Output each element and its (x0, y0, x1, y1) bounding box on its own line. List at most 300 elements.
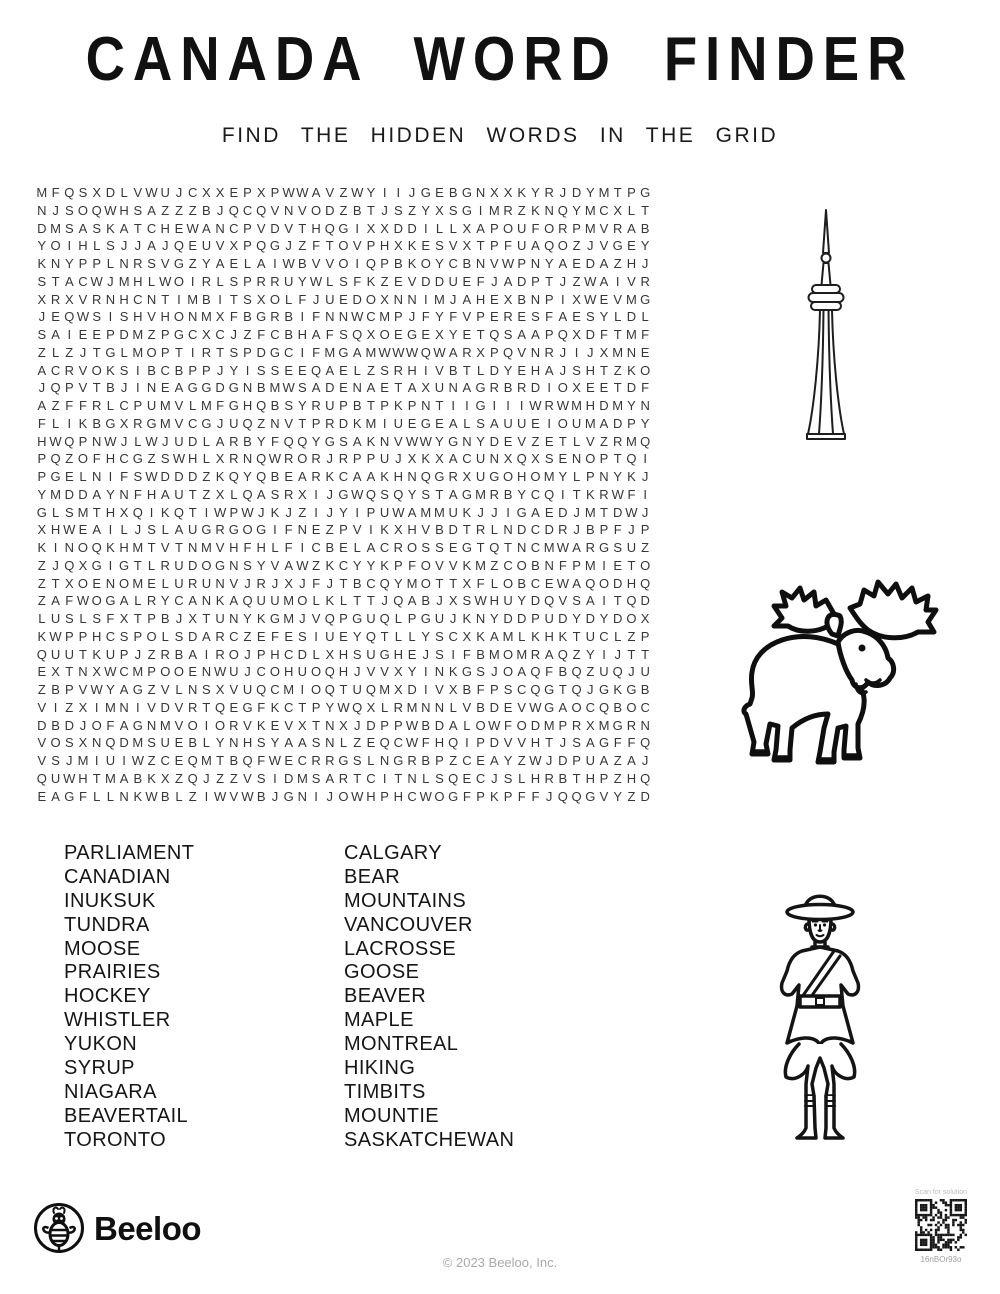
grid-letter: C (187, 415, 198, 431)
grid-letter: R (283, 486, 294, 502)
grid-letter: V (462, 699, 472, 715)
grid-letter: K (627, 362, 636, 378)
grid-letter: R (64, 362, 74, 378)
grid-letter: I (67, 327, 72, 342)
grid-letter: T (572, 486, 581, 502)
grid-letter: E (160, 380, 170, 396)
grid-letter: R (229, 717, 239, 733)
grid-letter: T (394, 770, 403, 786)
grid-letter: X (202, 327, 211, 342)
grid-letter: Q (640, 770, 651, 786)
grid-letter: W (145, 469, 158, 484)
grid-letter: Z (339, 202, 348, 218)
grid-letter: X (339, 717, 348, 733)
grid-letter: K (256, 717, 266, 733)
grid-letter: M (598, 185, 610, 200)
grid-letter: Q (530, 682, 541, 697)
grid-letter: S (435, 646, 444, 662)
grid-letter: H (119, 540, 129, 555)
grid-letter: R (50, 291, 61, 307)
grid-letter: V (503, 735, 513, 751)
grid-letter: Q (242, 593, 253, 609)
grid-letter: Y (613, 788, 623, 804)
grid-letter: Q (379, 611, 390, 626)
grid-letter: P (407, 398, 417, 413)
grid-letter: F (613, 735, 622, 751)
grid-letter: B (51, 682, 60, 697)
grid-letter: D (366, 717, 376, 733)
grid-letter: A (627, 753, 636, 768)
grid-letter: P (503, 788, 513, 804)
grid-letter: O (640, 362, 651, 378)
grid-letter: Z (613, 770, 622, 786)
grid-letter: C (215, 327, 225, 342)
grid-letter: N (599, 469, 609, 484)
grid-letter: W (282, 256, 295, 271)
grid-letter: X (613, 202, 623, 218)
grid-letter: S (613, 540, 623, 555)
grid-letter: J (216, 362, 224, 378)
grid-letter: P (133, 398, 143, 413)
word-list-item: LACROSSE (344, 937, 457, 960)
grid-letter: Y (407, 664, 417, 680)
grid-letter: P (476, 309, 485, 325)
grid-letter: L (271, 540, 279, 555)
grid-letter: T (572, 628, 581, 644)
grid-letter: I (314, 628, 318, 644)
grid-letter: T (462, 522, 471, 538)
grid-letter: N (503, 522, 513, 538)
grid-letter: W (556, 575, 569, 591)
grid-letter: V (298, 202, 307, 218)
grid-letter: T (353, 593, 362, 609)
grid-letter: P (147, 664, 156, 680)
grid-letter: L (106, 788, 115, 804)
grid-letter: P (352, 451, 362, 467)
grid-letter: L (147, 557, 156, 573)
grid-letter: Q (36, 770, 47, 786)
grid-letter: I (369, 522, 373, 538)
grid-letter: L (134, 593, 142, 609)
grid-letter: W (159, 273, 172, 289)
grid-letter: G (379, 646, 390, 662)
grid-letter: C (530, 575, 541, 591)
grid-letter: J (587, 682, 594, 697)
grid-letter: H (530, 362, 541, 378)
grid-letter: P (311, 415, 321, 431)
grid-letter: F (449, 309, 458, 325)
grid-letter: G (420, 415, 431, 431)
grid-letter: A (92, 522, 102, 538)
grid-letter: S (380, 362, 389, 378)
grid-letter: Y (366, 185, 376, 200)
grid-letter: Q (379, 735, 390, 751)
grid-letter: U (640, 664, 650, 680)
grid-letter: R (338, 451, 349, 467)
grid-letter: J (641, 753, 649, 768)
grid-letter: Z (572, 238, 581, 254)
grid-letter: O (228, 646, 239, 662)
grid-letter: M (269, 380, 281, 396)
grid-letter: W (63, 522, 76, 538)
grid-letter: W (268, 451, 282, 467)
grid-letter: D (393, 220, 404, 236)
grid-letter: P (489, 220, 499, 236)
grid-letter: H (338, 664, 349, 680)
grid-letter: J (52, 202, 59, 218)
grid-letter: B (435, 522, 444, 538)
grid-letter: P (544, 291, 554, 307)
grid-letter: E (339, 540, 348, 555)
word-list-item: TIMBITS (344, 1080, 426, 1103)
grid-letter: G (173, 256, 185, 271)
grid-letter: J (134, 522, 142, 538)
grid-letter: I (245, 362, 250, 378)
grid-letter: S (147, 735, 156, 751)
grid-letter: L (381, 699, 389, 715)
grid-letter: J (491, 770, 498, 786)
grid-letter: N (119, 256, 129, 271)
grid-row (35, 450, 652, 468)
grid-letter: S (92, 611, 102, 626)
grid-letter: F (421, 735, 430, 751)
grid-letter: I (53, 540, 58, 555)
grid-letter: T (641, 646, 650, 662)
grid-letter: T (133, 220, 142, 236)
grid-letter: H (283, 664, 294, 680)
grid-letter: I (506, 504, 510, 520)
grid-letter: F (284, 522, 293, 538)
grid-letter: U (434, 380, 445, 396)
grid-letter: S (256, 735, 266, 751)
grid-letter: C (270, 327, 280, 342)
grid-letter: K (160, 504, 170, 520)
grid-letter: S (394, 202, 403, 218)
grid-letter: A (202, 220, 211, 236)
grid-letter: U (50, 646, 61, 662)
grid-letter: J (381, 202, 388, 218)
grid-letter: T (613, 327, 622, 342)
grid-letter: F (558, 557, 567, 573)
grid-letter: Y (215, 735, 225, 751)
grid-letter: M (159, 398, 171, 413)
grid-letter: A (174, 522, 184, 538)
grid-letter: Q (502, 344, 514, 360)
grid-letter: N (407, 291, 417, 307)
grid-letter: R (503, 202, 513, 218)
grid-letter: K (37, 256, 47, 271)
grid-letter: N (338, 309, 349, 325)
grid-letter: Y (599, 309, 609, 325)
grid-letter: V (517, 735, 527, 751)
grid-letter: R (338, 770, 349, 786)
grid-letter: W (90, 273, 103, 289)
grid-letter: D (640, 593, 650, 609)
grid-letter: P (627, 415, 636, 431)
grid-letter: L (106, 256, 115, 271)
grid-letter: X (585, 717, 595, 733)
grid-letter: P (585, 469, 595, 484)
grid-letter: I (108, 469, 113, 484)
grid-letter: H (119, 291, 129, 307)
grid-letter: K (380, 522, 389, 538)
grid-letter: B (188, 735, 197, 751)
grid-letter: R (201, 273, 212, 289)
grid-letter: T (627, 557, 636, 573)
grid-letter: P (544, 327, 554, 342)
grid-letter: K (325, 557, 335, 573)
grid-letter: Q (64, 557, 75, 573)
grid-letter: T (613, 451, 622, 467)
grid-letter: H (585, 362, 595, 378)
grid-letter: H (37, 433, 47, 449)
grid-letter: F (517, 788, 526, 804)
grid-letter: R (613, 220, 623, 236)
grid-letter: O (146, 628, 157, 644)
grid-letter: M (365, 344, 377, 360)
grid-letter: G (406, 327, 418, 342)
grid-letter: S (572, 362, 581, 378)
grid-letter: X (78, 699, 88, 715)
grid-letter: J (545, 753, 553, 768)
grid-letter: D (640, 788, 650, 804)
grid-letter: D (558, 753, 568, 768)
grid-letter: D (256, 344, 266, 360)
grid-letter: F (243, 540, 252, 555)
grid-letter: C (448, 256, 458, 271)
grid-letter: N (229, 611, 239, 626)
grid-row (35, 539, 652, 557)
grid-letter: N (119, 699, 129, 715)
grid-letter: K (270, 699, 280, 715)
grid-letter: D (187, 557, 198, 573)
grid-letter: F (79, 398, 87, 413)
grid-letter: Z (147, 451, 156, 467)
grid-letter: C (517, 682, 527, 697)
grid-letter: B (352, 202, 362, 218)
grid-letter: I (355, 256, 360, 271)
brand-name: Beeloo (94, 1210, 202, 1247)
grid-row (35, 699, 652, 717)
grid-row (35, 308, 652, 326)
grid-letter: E (92, 327, 102, 342)
word-list-item: VANCOUVER (344, 913, 473, 936)
grid-letter: I (204, 788, 209, 804)
grid-letter: S (503, 770, 513, 786)
grid-letter: Q (91, 540, 102, 555)
grid-letter: F (504, 238, 512, 254)
grid-letter: N (530, 291, 541, 307)
grid-letter: O (311, 682, 322, 697)
grid-letter: X (435, 202, 444, 218)
grid-letter: T (380, 628, 389, 644)
grid-letter: P (160, 327, 170, 342)
grid-letter: S (476, 664, 485, 680)
grid-letter: J (587, 344, 594, 360)
grid-letter: W (337, 699, 350, 715)
grid-letter: E (174, 735, 184, 751)
grid-row (35, 592, 652, 610)
grid-letter: Z (65, 451, 74, 467)
grid-letter: U (325, 291, 335, 307)
grid-letter: I (423, 664, 428, 680)
grid-letter: F (312, 238, 321, 254)
grid-letter: M (132, 327, 144, 342)
grid-letter: G (269, 611, 280, 626)
grid-letter: P (407, 611, 417, 626)
grid-letter: P (147, 611, 156, 626)
grid-letter: Q (256, 451, 267, 467)
grid-letter: V (174, 699, 184, 715)
grid-letter: P (243, 185, 252, 200)
grid-letter: E (284, 469, 293, 484)
grid-letter: O (338, 788, 349, 804)
grid-letter: O (201, 557, 212, 573)
grid-letter: G (585, 788, 596, 804)
grid-letter: Y (613, 469, 623, 484)
grid-letter: Y (37, 238, 47, 254)
grid-letter: M (365, 415, 377, 431)
grid-letter: R (92, 398, 102, 413)
word-list-item: HIKING (344, 1057, 416, 1080)
grid-letter: E (188, 238, 197, 254)
grid-letter: T (462, 362, 471, 378)
grid-letter: K (531, 628, 540, 644)
grid-letter: V (160, 540, 170, 555)
grid-letter: O (269, 291, 280, 307)
grid-letter: O (173, 664, 185, 680)
grid-letter: E (572, 309, 581, 325)
grid-letter: K (627, 469, 636, 484)
grid-letter: G (269, 344, 280, 360)
grid-letter: R (558, 522, 568, 538)
grid-letter: H (379, 238, 390, 254)
grid-letter: B (133, 770, 143, 786)
grid-letter: N (297, 522, 308, 538)
grid-letter: X (37, 291, 47, 307)
grid-letter: D (187, 469, 198, 484)
grid-letter: Q (448, 770, 459, 786)
grid-letter: I (465, 735, 469, 751)
grid-row (35, 504, 652, 522)
grid-letter: I (177, 291, 181, 307)
grid-letter: D (37, 220, 47, 236)
grid-letter: Q (173, 238, 185, 254)
grid-letter: U (585, 753, 595, 768)
grid-letter: J (120, 380, 128, 396)
grid-letter: Q (420, 469, 431, 484)
grid-letter: A (544, 646, 554, 662)
grid-letter: Q (242, 753, 253, 768)
grid-letter: O (502, 575, 514, 591)
grid-letter: H (393, 646, 404, 662)
grid-letter: P (133, 628, 143, 644)
grid-letter: U (50, 770, 61, 786)
grid-letter: M (434, 504, 445, 520)
grid-letter: B (284, 327, 293, 342)
grid-letter: V (229, 788, 239, 804)
grid-row (35, 681, 652, 699)
grid-letter: S (352, 646, 362, 662)
grid-letter: W (172, 451, 186, 467)
grid-letter: R (311, 469, 321, 484)
grid-letter: C (503, 557, 513, 573)
grid-letter: E (544, 575, 554, 591)
grid-letter: Y (517, 593, 527, 609)
grid-letter: O (557, 415, 568, 431)
grid-letter: E (640, 344, 650, 360)
grid-letter: C (530, 540, 541, 555)
grid-letter: R (325, 415, 335, 431)
grid-letter: P (37, 451, 47, 467)
grid-letter: W (474, 593, 487, 609)
grid-letter: T (366, 398, 375, 413)
grid-letter: I (53, 699, 58, 715)
grid-letter: Q (256, 469, 267, 484)
grid-letter: N (105, 291, 116, 307)
grid-letter: G (338, 344, 349, 360)
grid-letter: F (545, 309, 554, 325)
grid-letter: I (643, 486, 647, 502)
grid-letter: Q (544, 238, 555, 254)
grid-letter: Q (516, 451, 527, 467)
grid-letter: X (188, 611, 197, 626)
grid-letter: E (448, 540, 458, 555)
grid-letter: K (380, 557, 389, 573)
grid-letter: Z (613, 256, 622, 271)
grid-letter: W (296, 185, 309, 200)
grid-letter: S (435, 238, 444, 254)
grid-letter: V (174, 415, 184, 431)
grid-letter: W (213, 788, 227, 804)
grid-row (35, 237, 652, 255)
grid-letter: C (283, 344, 294, 360)
grid-letter: E (544, 433, 554, 449)
grid-letter: J (559, 735, 567, 751)
grid-letter: E (599, 380, 609, 396)
grid-row (35, 433, 652, 451)
grid-letter: G (434, 469, 445, 484)
grid-letter: P (572, 220, 581, 236)
grid-letter: Z (147, 327, 156, 342)
grid-letter: N (517, 540, 527, 555)
grid-letter: M (159, 415, 171, 431)
word-list-item: NIAGARA (64, 1080, 157, 1103)
grid-letter: O (311, 202, 322, 218)
grid-letter: I (122, 753, 126, 768)
grid-letter: X (462, 575, 472, 591)
grid-row (35, 255, 652, 273)
grid-letter: X (92, 664, 102, 680)
grid-letter: L (79, 611, 87, 626)
grid-letter: M (104, 699, 116, 715)
grid-letter: B (270, 469, 280, 484)
grid-letter: Q (365, 682, 376, 697)
grid-letter: K (366, 273, 376, 289)
grid-letter: B (531, 557, 540, 573)
grid-letter: X (215, 451, 225, 467)
grid-letter: H (434, 735, 445, 751)
mountie-icon (756, 880, 884, 1148)
grid-letter: F (462, 646, 471, 662)
grid-letter: A (188, 646, 197, 662)
grid-letter: X (215, 682, 225, 697)
grid-letter: H (544, 628, 554, 644)
grid-letter: X (92, 185, 102, 200)
grid-letter: B (147, 362, 156, 378)
grid-row (35, 184, 652, 202)
grid-letter: L (285, 291, 293, 307)
